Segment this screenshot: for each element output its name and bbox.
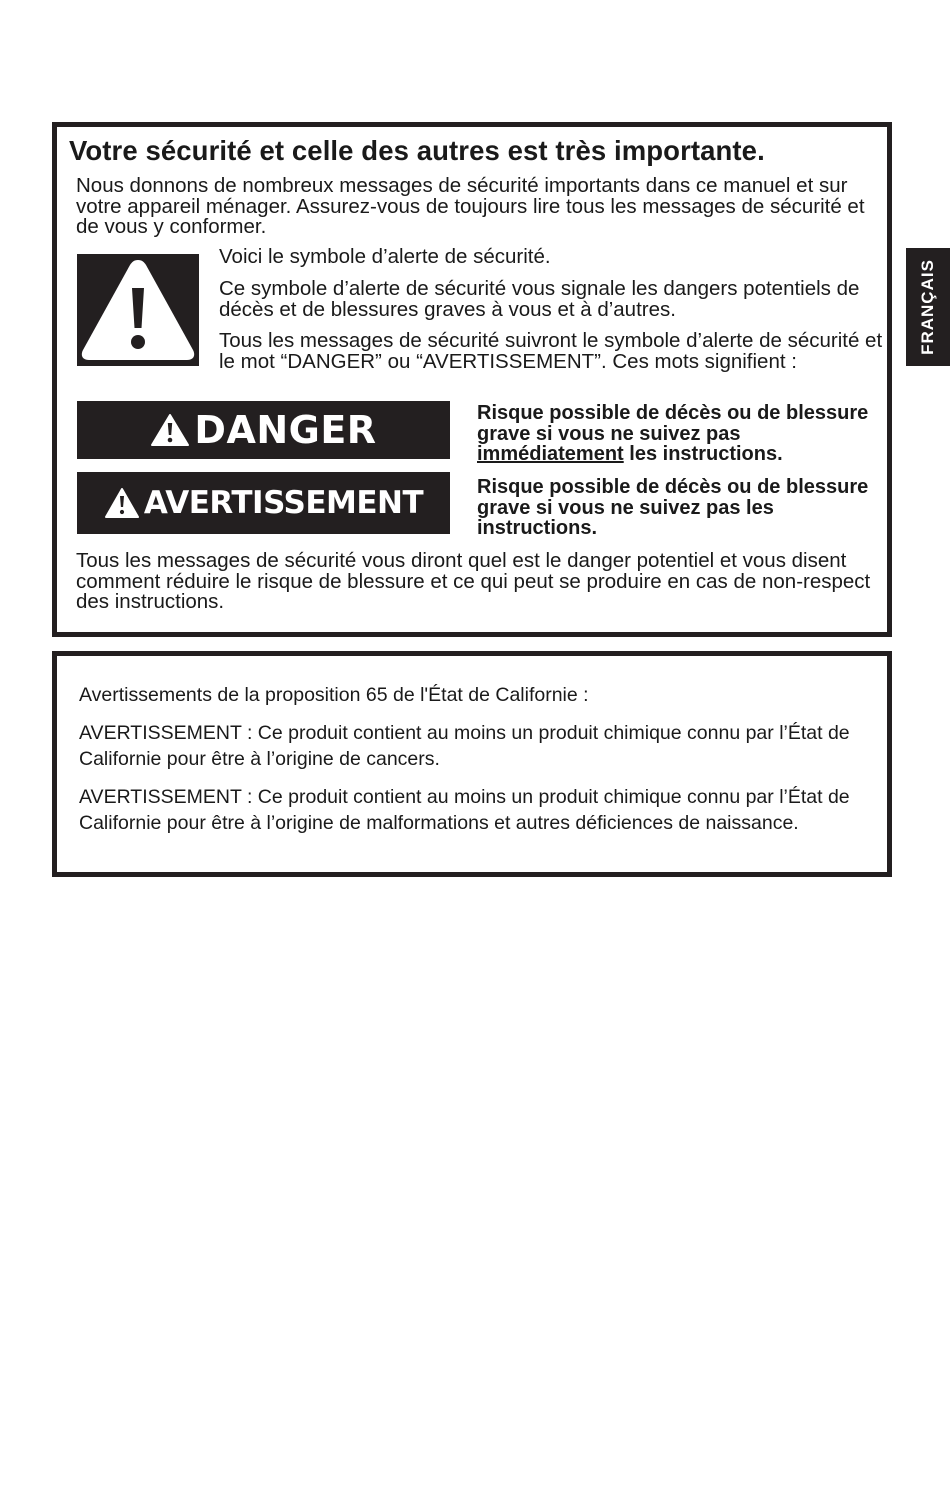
prop65-cancer-warning: AVERTISSEMENT : Ce produit contient au moins un produit chimique connu par l’État de Californie pour être à l’origine de cancers.: [79, 722, 850, 770]
language-tab-label: FRANÇAIS: [918, 259, 937, 355]
danger-desc-underlined: immédiatement: [477, 443, 624, 465]
safety-title: Votre sécurité et celle des autres est très importante.: [69, 135, 765, 166]
prop65-box: [52, 651, 892, 877]
danger-desc-part1: Risque possible de décès ou de blessure grave si vous ne suivez pas: [477, 402, 869, 445]
warning-description: Risque possible de décès ou de blessure grave si vous ne suivez pas les instructions.: [477, 476, 869, 539]
language-tab: [906, 248, 950, 366]
warning-label-text: AVERTISSEMENT: [143, 485, 424, 521]
safety-box: [52, 122, 892, 637]
safety-intro: Nous donnons de nombreux messages de sécurité importants dans ce manuel et sur votre appareil ménager. Assurez-vous de toujours lire tous les messages de sécurité et de vous y conformer.: [76, 174, 865, 238]
danger-signal-label: [77, 401, 450, 459]
safety-alert-triangle-icon: [77, 254, 199, 366]
danger-desc-part2: les instructions.: [629, 443, 783, 465]
symbol-intro: Voici le symbole d’alerte de sécurité.: [219, 245, 551, 268]
safety-alert-symbol: [77, 254, 199, 366]
warning-signal-label: [77, 472, 450, 534]
symbol-follow: Tous les messages de sécurité suivront le symbole d’alerte de sécurité et le mot “DANGER” ou “AVERTISSEMENT”. Ces mots signifient :: [219, 329, 883, 373]
symbol-meaning: Ce symbole d’alerte de sécurité vous signale les dangers potentiels de décès et de blessures graves à vous et à d’autres.: [219, 277, 860, 321]
warning-alert-icon: [104, 487, 140, 519]
safety-outro: Tous les messages de sécurité vous diront quel est le danger potentiel et vous disent comment réduire le risque de blessure et ce qui peut se produire en cas de non-respect des instructions.: [76, 549, 871, 613]
danger-label-text: DANGER: [194, 408, 377, 452]
prop65-heading: Avertissements de la proposition 65 de l'État de Californie :: [79, 684, 589, 706]
danger-description: [477, 403, 887, 465]
danger-alert-icon: [150, 413, 190, 447]
prop65-birth-defects-warning: AVERTISSEMENT : Ce produit contient au moins un produit chimique connu par l’État de Californie pour être à l’origine de malformations et autres déficiences de naissance.: [79, 786, 850, 834]
